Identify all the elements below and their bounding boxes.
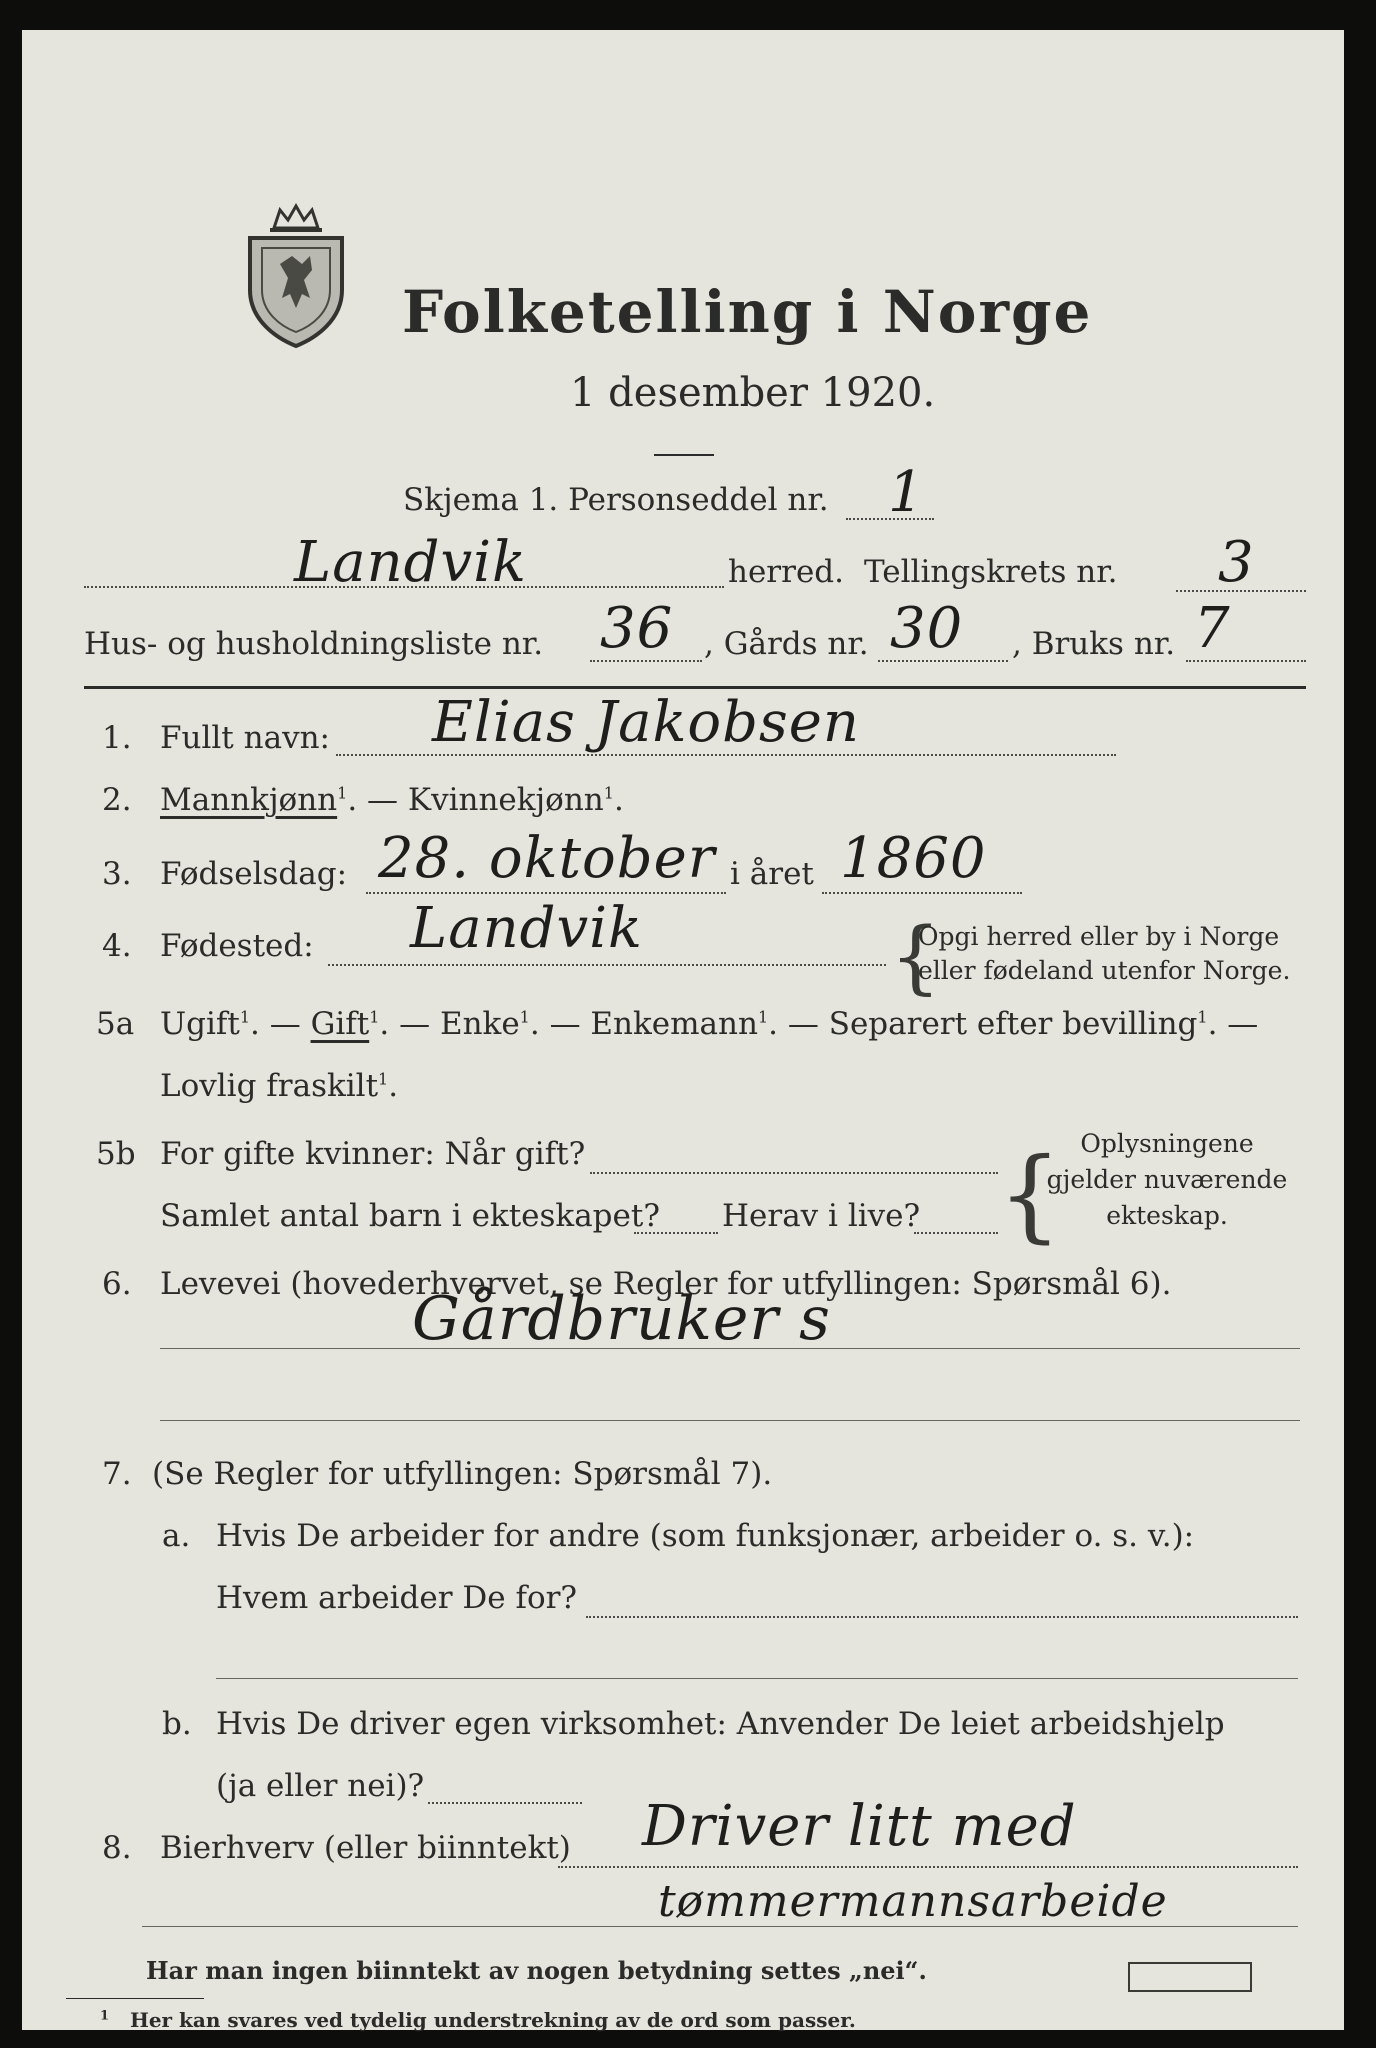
- option-enkemann: Enkemann: [590, 1006, 758, 1042]
- side-income-note: Har man ingen biinntekt av nogen betydning settes „nei“.: [146, 1956, 927, 1985]
- birth-year-value: 1860: [840, 826, 987, 891]
- q2-number: 2.: [102, 782, 132, 818]
- marriage-note: Oplysningene gjelder nuværende ekteskap.: [1046, 1129, 1288, 1230]
- herred-value: Landvik: [294, 530, 527, 595]
- q5a-number: 5a: [96, 1006, 135, 1042]
- gards-label: , Gårds nr.: [704, 626, 869, 662]
- gards-value: 30: [890, 596, 964, 661]
- q7-label: (Se Regler for utfyllingen: Spørsmål 7).: [152, 1456, 773, 1492]
- brace: {: [890, 910, 941, 1003]
- birth-year-label: i året: [730, 856, 814, 892]
- children-count-label: Samlet antal barn i ekteskapet?: [160, 1198, 660, 1234]
- footnote: $^1$ Her kan svares ved tydelig understrekning av de ord som passer.: [100, 2008, 856, 2032]
- birthplace-label: Fødested:: [160, 928, 314, 964]
- option-mannkjonn: Mannkjønn: [160, 782, 338, 818]
- birthplace-note: Opgi herred eller by i Norge eller fødeland utenfor Norge.: [918, 922, 1291, 985]
- side-income-value-2: tømmermannsarbeide: [658, 1876, 1168, 1927]
- bruks-label: , Bruks nr.: [1012, 626, 1176, 662]
- form-title: Folketelling i Norge: [402, 278, 1093, 346]
- tellingskrets-label: Tellingskrets nr.: [864, 554, 1118, 590]
- option-ugift: Ugift: [160, 1006, 240, 1042]
- q4-number: 4.: [102, 928, 132, 964]
- hired-help-label: (ja eller nei)?: [216, 1768, 425, 1804]
- q7b-letter: b.: [162, 1706, 192, 1742]
- birthplace-value: Landvik: [410, 896, 643, 961]
- q8-number: 8.: [102, 1830, 132, 1866]
- children-alive-label: Herav i live?: [722, 1198, 921, 1234]
- full-name-value: Elias Jakobsen: [432, 690, 860, 755]
- q7-number: 7.: [102, 1456, 132, 1492]
- occupation-value: Gårdbruker s: [412, 1284, 831, 1354]
- schema-label: Skjema 1. Personseddel nr.: [403, 482, 829, 518]
- header-divider: [84, 686, 1306, 689]
- personseddel-number: 1: [888, 460, 925, 525]
- tellingskrets-value: 3: [1218, 530, 1255, 595]
- norwegian-coat-of-arms-icon: [240, 198, 352, 348]
- printer-stamp: [1128, 1962, 1252, 1992]
- when-married-label: For gifte kvinner: Når gift?: [160, 1136, 586, 1172]
- census-form-sheet: [22, 30, 1344, 2030]
- husholdningsliste-value: 36: [600, 596, 674, 661]
- option-fraskilt-row: Lovlig fraskilt$^1$.: [160, 1068, 399, 1104]
- q7b-label: Hvis De driver egen virksomhet: Anvender De leiet arbeidshjelp: [216, 1706, 1225, 1742]
- employer-label: Hvem arbeider De for?: [216, 1580, 578, 1616]
- brace: {: [998, 1136, 1062, 1253]
- q7a-letter: a.: [162, 1518, 191, 1554]
- option-gift: Gift: [310, 1006, 370, 1042]
- q5b-number: 5b: [96, 1136, 136, 1172]
- sex-options: Mannkjønn$^1$. — Kvinnekjønn$^1$.: [160, 782, 624, 818]
- full-name-label: Fullt navn:: [160, 720, 330, 756]
- q6-number: 6.: [102, 1266, 132, 1302]
- option-kvinnekjonn: Kvinnekjønn: [407, 782, 604, 818]
- bruks-value: 7: [1194, 596, 1231, 661]
- q3-number: 3.: [102, 856, 132, 892]
- option-separert: Separert efter bevilling: [828, 1006, 1198, 1042]
- option-enke: Enke: [439, 1006, 520, 1042]
- birthdate-value: 28. oktober: [378, 826, 716, 891]
- census-date: 1 desember 1920.: [570, 370, 936, 416]
- side-income-label: Bierhverv (eller biinntekt): [160, 1830, 571, 1866]
- herred-label: herred.: [728, 554, 844, 590]
- birthdate-label: Fødselsdag:: [160, 856, 348, 892]
- marital-status-options: Ugift$^1$. — Gift$^1$. — Enke$^1$. — Enkemann$^1$. — Separert efter bevilling$^1$. —: [160, 1006, 1259, 1042]
- option-fraskilt: Lovlig fraskilt: [160, 1068, 379, 1104]
- q1-number: 1.: [102, 720, 132, 756]
- occupation-label: Levevei (hovederhvervet, se Regler for utfyllingen: Spørsmål 6).: [160, 1266, 1172, 1302]
- side-income-value-1: Driver litt med: [642, 1794, 1077, 1859]
- husholdningsliste-label: Hus- og husholdningsliste nr.: [84, 626, 544, 662]
- title-divider: [654, 454, 714, 456]
- q7a-label: Hvis De arbeider for andre (som funksjonær, arbeider o. s. v.):: [216, 1518, 1195, 1554]
